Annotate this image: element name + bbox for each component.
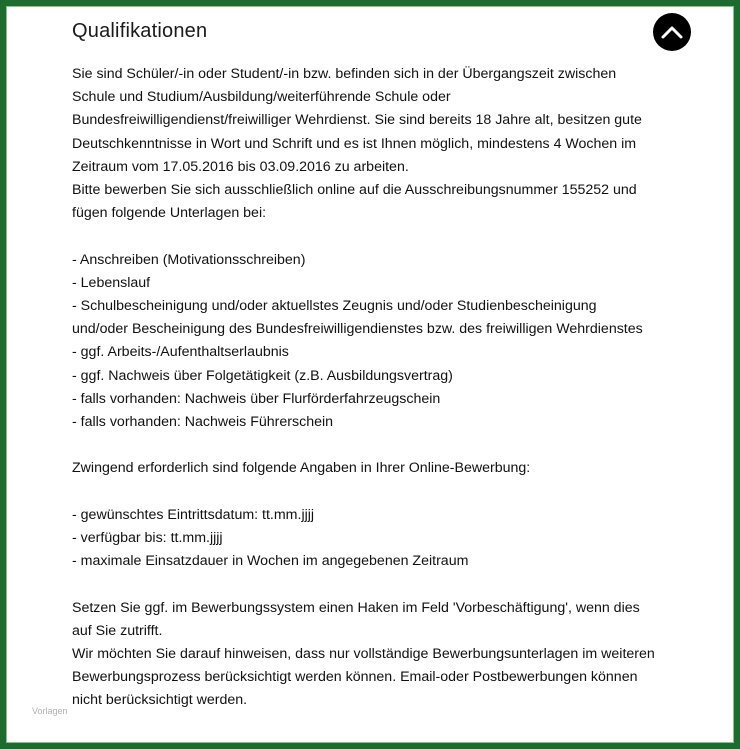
closing-line: nicht berücksichtigt werden. [72, 692, 248, 709]
closing-line: Wir möchten Sie darauf hinweisen, dass nur vollständige Bewerbungsunterlagen im weiteren [72, 646, 655, 663]
intro-line: fügen folgende Unterlagen bei: [72, 205, 267, 222]
required-list-item: - gewünschtes Eintrittsdatum: tt.mm.jjjj [72, 506, 315, 523]
document-list-item: - Schulbescheinigung und/oder aktuellstes Zeugnis und/oder Studienbescheinigung [72, 298, 597, 315]
spacer [72, 225, 692, 248]
document-list-item: - Lebenslauf [72, 274, 151, 291]
intro-line: Schule und Studium/Ausbildung/weiterführende Schule oder [72, 89, 451, 106]
document-list-item: - falls vorhanden: Nachweis Führerschein [72, 414, 334, 431]
required-list-item: - verfügbar bis: tt.mm.jjjj [72, 530, 223, 547]
spacer [72, 481, 692, 504]
spacer [72, 434, 692, 457]
document-list-item: und/oder Bescheinigung des Bundesfreiwilligendienstes bzw. des freiwilligen Wehrdienstes [72, 321, 643, 338]
scroll-to-top-button[interactable] [653, 13, 691, 51]
spacer [72, 573, 692, 596]
intro-line: Deutschkenntnisse in Wort und Schrift und es ist Ihnen möglich, mindestens 4 Wochen im [72, 135, 637, 152]
closing-line: Setzen Sie ggf. im Bewerbungssystem einen Haken im Feld 'Vorbeschäftigung', wenn dies [72, 599, 640, 616]
qualifications-content [72, 63, 692, 713]
intro-line: Bundesfreiwilligendienst/freiwilliger Wehrdienst. Sie sind bereits 18 Jahre alt, besitzen gute [72, 112, 642, 129]
document-list-item: - ggf. Nachweis über Folgetätigkeit (z.B. Ausbildungsvertrag) [72, 367, 453, 384]
document-list-item: - ggf. Arbeits-/Aufenthaltserlaubnis [72, 344, 289, 361]
required-intro: Zwingend erforderlich sind folgende Angaben in Ihrer Online-Bewerbung: [72, 460, 531, 477]
intro-line: Zeitraum vom 17.05.2016 bis 03.09.2016 zu arbeiten. [72, 158, 409, 175]
required-list-item: - maximale Einsatzdauer in Wochen im angegebenen Zeitraum [72, 553, 469, 570]
chevron-up-icon [661, 25, 683, 39]
document-list-item: - falls vorhanden: Nachweis über Flurförderfahrzeugschein [72, 390, 441, 407]
intro-line: Sie sind Schüler/-in oder Student/-in bzw. befinden sich in der Übergangszeit zwischen [72, 66, 617, 82]
section-title: Qualifikationen [72, 20, 208, 42]
intro-line: Bitte bewerben Sie sich ausschließlich online auf die Ausschreibungsnummer 155252 und [72, 182, 637, 199]
watermark: Vorlagen [32, 706, 68, 716]
document-list-item: - Anschreiben (Motivationsschreiben) [72, 251, 306, 268]
closing-line: Bewerbungsprozess berücksichtigt werden können. Email-oder Postbewerbungen können [72, 669, 638, 686]
closing-line: auf Sie zutrifft. [72, 622, 163, 639]
